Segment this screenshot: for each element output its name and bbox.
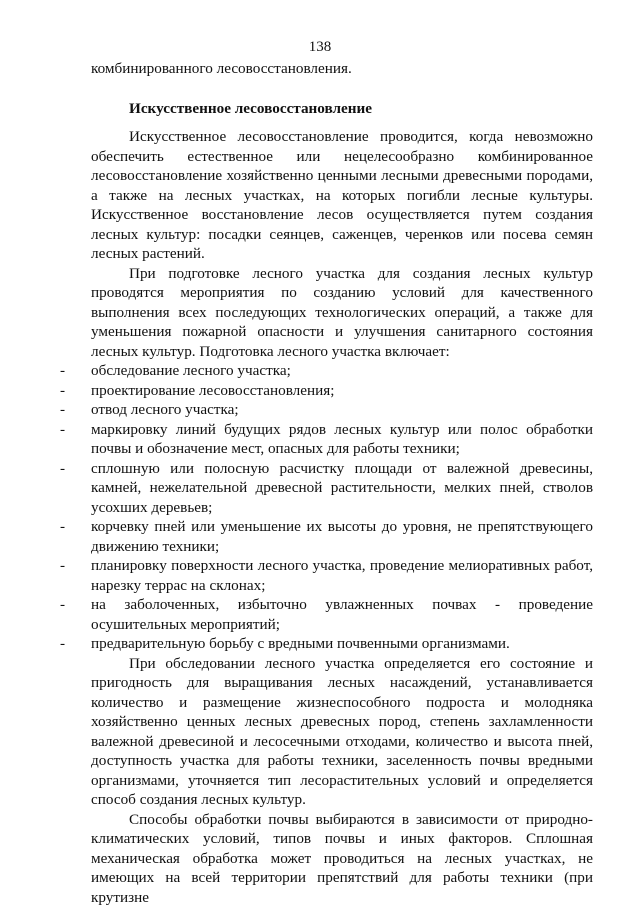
list-item-text: обследование лесного участка; — [91, 362, 291, 379]
page-number: 138 — [0, 38, 640, 58]
list-item-text: проектирование лесовосстановления; — [91, 382, 334, 399]
list-item-text: планировку поверхности лесного участка, проведение мелиоративных работ, нарезку террас на склонах; — [91, 557, 593, 594]
intro-line: комбинированного лесовосстановления. — [91, 59, 593, 79]
list-item-text: предварительную борьбу с вредными почвенными организмами. — [91, 635, 510, 652]
list-dash: - — [60, 459, 65, 479]
list-item — [91, 381, 593, 401]
list-item — [91, 420, 593, 459]
list-dash: - — [60, 381, 65, 401]
list-item-text: сплошную или полосную расчистку площади от валежной древесины, камней, нежелательной древесной растительности, мелких пней, стволов усохших деревьев; — [91, 460, 593, 516]
list-item — [91, 459, 593, 518]
list-item-text: отвод лесного участка; — [91, 401, 239, 418]
paragraph-site-preparation: При подготовке лесного участка для создания лесных культур проводятся мероприятия по созданию условий для качественного выполнения всех последующих технологических операций, а также для уменьшения пожарной опасности и улучшения санитарного состояния лесных культур. Подготовка лесного участка включает: — [91, 264, 593, 362]
list-dash: - — [60, 400, 65, 420]
preparation-list — [91, 361, 593, 654]
list-dash: - — [60, 595, 65, 615]
list-item — [91, 400, 593, 420]
list-item — [91, 361, 593, 381]
list-item — [91, 595, 593, 634]
paragraph-site-survey: При обследовании лесного участка определяется его состояние и пригодность для выращивания лесных насаждений, устанавливается количество и размещение жизнеспособного подроста и молодняка хозяйственно ценных лесных древесных пород, степень захламленности валежной древесиной и лесосечными отходами, количество и высота пней, доступность участка для работы техники, заселенность почвы вредными организмами, уточняется тип лесорастительных условий и определяется способ создания лесных культур. — [91, 654, 593, 810]
list-dash: - — [60, 361, 65, 381]
document-body — [91, 59, 593, 907]
list-dash: - — [60, 517, 65, 537]
list-item — [91, 556, 593, 595]
list-item — [91, 634, 593, 654]
section-heading: Искусственное лесовосстановление — [91, 99, 593, 119]
paragraph-artificial-reforestation: Искусственное лесовосстановление проводится, когда невозможно обеспечить естественное или нецелесообразно комбинированное лесовосстановление хозяйственно ценными лесными древесными породами, а также на лесных участках, на которых погибли лесные культуры. Искусственное восстановление лесов осуществляется путем создания лесных культур: посадки сеянцев, саженцев, черенков или посева семян лесных растений. — [91, 127, 593, 264]
list-dash: - — [60, 634, 65, 654]
list-item-text: маркировку линий будущих рядов лесных культур или полос обработки почвы и обозначение мест, опасных для работы техники; — [91, 421, 593, 458]
list-dash: - — [60, 420, 65, 440]
paragraph-soil-treatment: Способы обработки почвы выбираются в зависимости от природно-климатических условий, типов почвы и иных факторов. Сплошная механическая обработка может проводиться на лесных участках, не имеющих на всей территории препятствий для работы техники (при крутизне — [91, 810, 593, 907]
list-item — [91, 517, 593, 556]
list-item-text: на заболоченных, избыточно увлажненных почвах - проведение осушительных мероприятий; — [91, 596, 593, 633]
list-item-text: корчевку пней или уменьшение их высоты до уровня, не препятствующего движению техники; — [91, 518, 593, 555]
list-dash: - — [60, 556, 65, 576]
